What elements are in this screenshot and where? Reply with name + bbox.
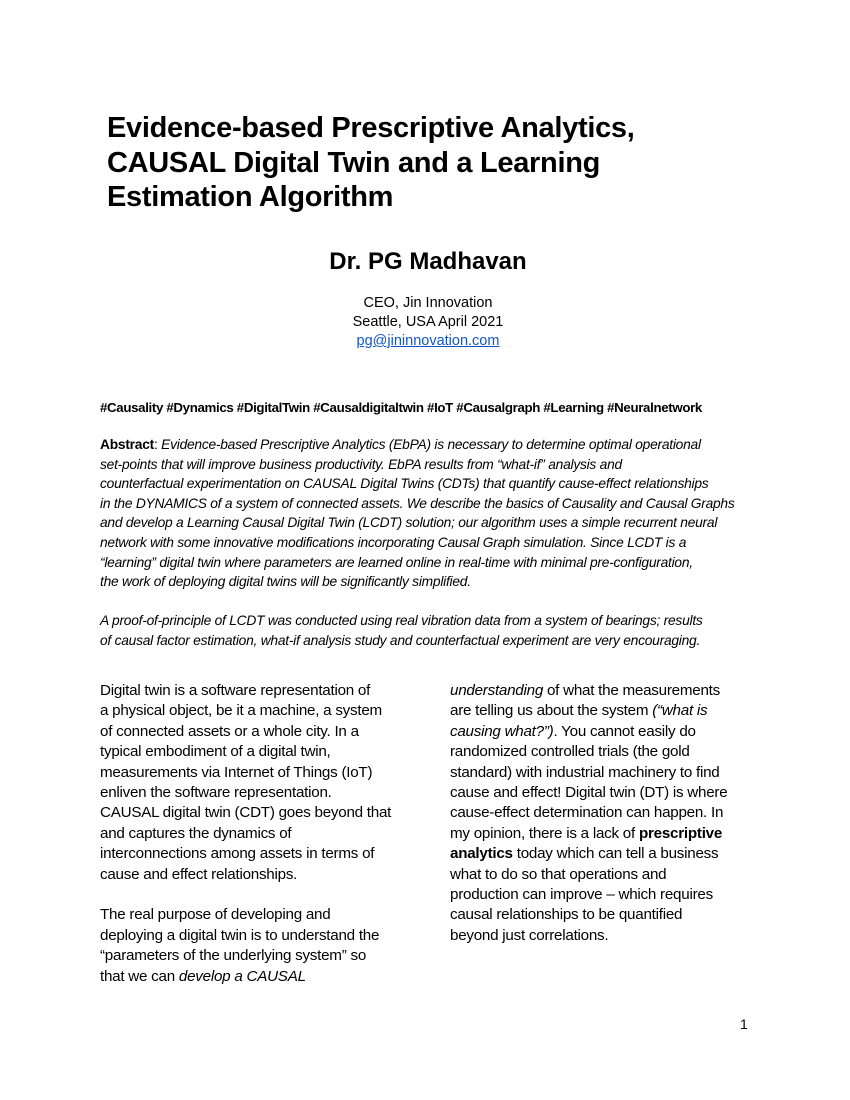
author-location-date: Seattle, USA April 2021: [352, 314, 504, 330]
abstract-line: [100, 613, 703, 628]
right-column-line: [450, 682, 720, 699]
right-column-line: [450, 866, 666, 883]
text-run: of what the measurements: [543, 682, 720, 699]
text-run: my opinion, there is a lack of: [450, 824, 639, 842]
italic-text: develop a CAUSAL: [178, 967, 306, 985]
text-run: what to do so that operations and: [450, 865, 667, 883]
right-column-line: [450, 723, 696, 740]
text-run: enliven the software representation.: [100, 784, 332, 801]
text-run: :: [153, 437, 162, 452]
italic-text: understanding: [450, 682, 544, 699]
text-run: randomized controlled trials (the gold: [450, 743, 690, 761]
italic-text: counterfactual experimentation on CAUSAL Digital Twins (CDTs) that quantify cause-effect relationships: [100, 476, 709, 492]
bold-text: prescriptive: [638, 824, 723, 842]
title-line-2: CAUSAL Digital Twin and a Learning: [107, 147, 601, 179]
left-column-line: [100, 702, 382, 719]
italic-text: “learning” digital twin where parameters are learned online in real-time with minimal pre-configuration,: [100, 554, 693, 570]
author-email-line: [0, 333, 850, 349]
left-column-line: [100, 968, 306, 985]
abstract-line: [100, 515, 717, 530]
bold-text: analytics: [450, 845, 513, 863]
author-name: Dr. PG Madhavan: [329, 248, 527, 275]
text-run: of connected assets or a whole city. In a: [100, 722, 359, 740]
text-run: The real purpose of developing and: [100, 906, 331, 924]
text-run: “parameters of the underlying system” so: [100, 947, 367, 965]
text-run: standard) with industrial machinery to find: [450, 763, 720, 781]
left-column-line: [100, 947, 366, 964]
left-column-line: [100, 743, 331, 760]
right-column-line: [450, 784, 727, 801]
text-run: production can improve – which requires: [450, 886, 713, 903]
right-column-line: [450, 927, 608, 944]
left-column-line: [100, 804, 391, 821]
left-column-line: [100, 723, 359, 740]
text-run: . You cannot easily do: [553, 722, 696, 740]
text-run: cause and effect! Digital twin (DT) is where: [450, 784, 728, 801]
right-column-line: [450, 845, 718, 862]
right-column-line: [450, 743, 690, 760]
abstract-line: [100, 496, 735, 511]
title-line-3: Estimation Algorithm: [107, 181, 394, 213]
text-run: that we can: [100, 967, 179, 985]
bold-text: Abstract: [100, 437, 154, 452]
left-column-line: [100, 825, 291, 842]
italic-text: Evidence-based Prescriptive Analytics (EbPA) is necessary to determine optimal operational: [161, 437, 701, 452]
text-run: beyond just correlations.: [450, 926, 609, 944]
text-run: are telling us about the system: [450, 702, 653, 720]
italic-text: and develop a Learning Causal Digital Twin (LCDT) solution; our algorithm uses a simple recurrent neural: [100, 515, 718, 531]
right-column-line: [450, 825, 722, 842]
right-column-line: [450, 764, 720, 781]
page-number: 1: [740, 1016, 748, 1032]
author-role: CEO, Jin Innovation: [363, 295, 493, 311]
italic-text: set-points that will improve business productivity. EbPA results from “what-if” analysis and: [100, 456, 622, 472]
left-column-line: [100, 784, 332, 801]
text-run: typical embodiment of a digital twin,: [100, 743, 331, 761]
italic-text: (“what is: [652, 702, 708, 720]
abstract-line: [100, 476, 708, 491]
text-run: cause-effect determination can happen. In: [450, 804, 724, 822]
text-run: Digital twin is a software representation of: [100, 682, 371, 699]
italic-text: A proof-of-principle of LCDT was conducted using real vibration data from a system of bearings; results: [100, 613, 703, 629]
italic-text: the work of deploying digital twins will be significantly simplified.: [100, 574, 471, 590]
left-column-line: [100, 682, 370, 699]
text-run: cause and effect relationships.: [100, 865, 298, 883]
abstract-line: [100, 437, 701, 452]
text-run: CAUSAL digital twin (CDT) goes beyond that: [100, 804, 392, 822]
italic-text: in the DYNAMICS of a system of connected assets. We describe the basics of Causality and Causal Graphs: [100, 495, 735, 511]
left-column-line: [100, 845, 374, 862]
abstract-line: [100, 535, 686, 550]
text-run: interconnections among assets in terms of: [100, 845, 375, 863]
italic-text: of causal factor estimation, what-if analysis study and counterfactual experiment are very encouraging.: [100, 633, 701, 648]
abstract-line: [100, 555, 693, 570]
title-line-1: Evidence-based Prescriptive Analytics,: [107, 112, 635, 144]
text-run: deploying a digital twin is to understand the: [100, 926, 380, 944]
abstract-line: [100, 633, 700, 648]
text-run: today which can tell a business: [512, 845, 719, 863]
right-column-line: [450, 886, 713, 903]
author-email-link[interactable]: pg@jininnovation.com: [356, 333, 500, 349]
hashtags: #Causality #Dynamics #DigitalTwin #Causaldigitaltwin #IoT #Causalgraph #Learning #Neuralnetwork: [100, 400, 702, 415]
text-run: a physical object, be it a machine, a system: [100, 702, 382, 720]
italic-text: causing what?”): [450, 722, 554, 740]
left-column-line: [100, 866, 297, 883]
left-column-line: [100, 906, 330, 923]
italic-text: network with some innovative modifications incorporating Causal Graph simulation. Since LCDT is a: [100, 535, 687, 550]
left-column-line: [100, 927, 379, 944]
abstract-line: [100, 457, 622, 472]
text-run: causal relationships to be quantified: [450, 906, 683, 924]
text-run: measurements via Internet of Things (IoT): [100, 763, 373, 781]
left-column-line: [100, 764, 372, 781]
abstract-line: [100, 574, 471, 589]
right-column-line: [450, 804, 723, 821]
text-run: and captures the dynamics of: [100, 824, 292, 842]
right-column-line: [450, 702, 707, 719]
right-column-line: [450, 906, 682, 923]
